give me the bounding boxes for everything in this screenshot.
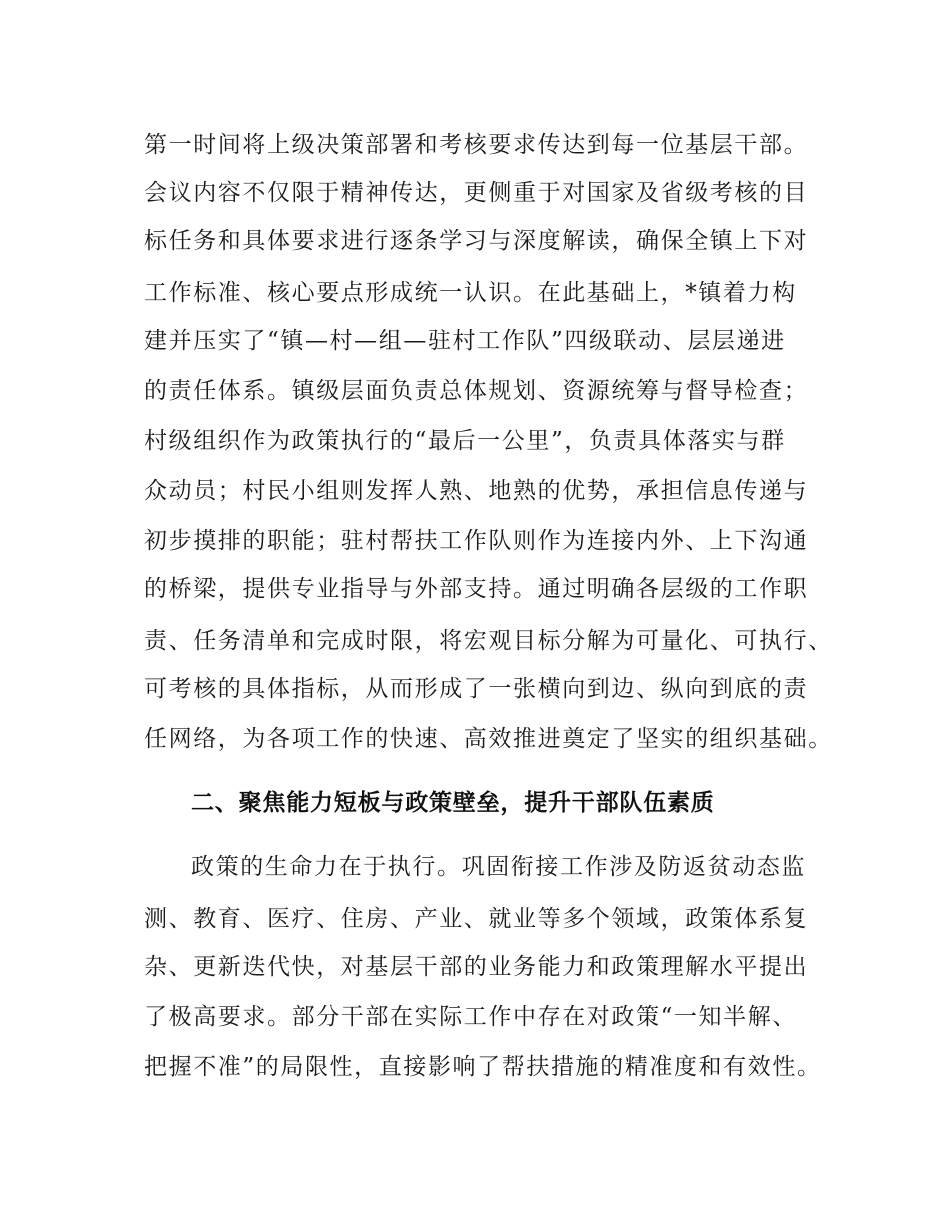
text-line: 的桥梁，提供专业指导与外部支持。通过明确各层级的工作职 — [144, 576, 809, 602]
text-line: 了极高要求。部分干部在实际工作中存在对政策“一知半解、 — [144, 1004, 797, 1030]
text-line: 责、任务清单和完成时限，将宏观目标分解为可量化、可执行、 — [144, 628, 833, 654]
text-line: 测、教育、医疗、住房、产业、就业等多个领域，政策体系复 — [144, 906, 809, 932]
text-line: 任网络，为各项工作的快速、高效推进奠定了坚实的组织基础。 — [144, 726, 833, 752]
text-line: 第一时间将上级决策部署和考核要求传达到每一位基层干部。 — [144, 132, 809, 158]
text-line: 杂、更新迭代快，对基层干部的业务能力和政策理解水平提出 — [144, 954, 809, 980]
text-line: 村级组织作为政策执行的“最后一公里”，负责具体落实与群 — [144, 428, 786, 454]
section-heading: 二、聚焦能力短板与政策壁垒，提升干部队伍素质 — [191, 790, 715, 816]
text-line: 可考核的具体指标，从而形成了一张横向到边、纵向到底的责 — [144, 676, 809, 702]
text-line: 政策的生命力在于执行。巩固衔接工作涉及防返贫动态监 — [191, 854, 806, 880]
text-line: 初步摸排的职能；驻村帮扶工作队则作为连接内外、上下沟通 — [144, 528, 809, 554]
text-line: 建并压实了“镇—村—组—驻村工作队”四级联动、层层递进 — [144, 328, 786, 354]
text-line: 标任务和具体要求进行逐条学习与深度解读，确保全镇上下对 — [144, 228, 809, 254]
text-line: 众动员；村民小组则发挥人熟、地熟的优势，承担信息传递与 — [144, 478, 809, 504]
text-line: 的责任体系。镇级层面负责总体规划、资源统筹与督导检查； — [144, 378, 809, 404]
text-line: 工作标准、核心要点形成统一认识。在此基础上，*镇着力构 — [144, 280, 797, 306]
text-line: 把握不准”的局限性，直接影响了帮扶措施的精准度和有效性。 — [144, 1054, 822, 1080]
text-line: 会议内容不仅限于精神传达，更侧重于对国家及省级考核的目 — [144, 180, 809, 206]
